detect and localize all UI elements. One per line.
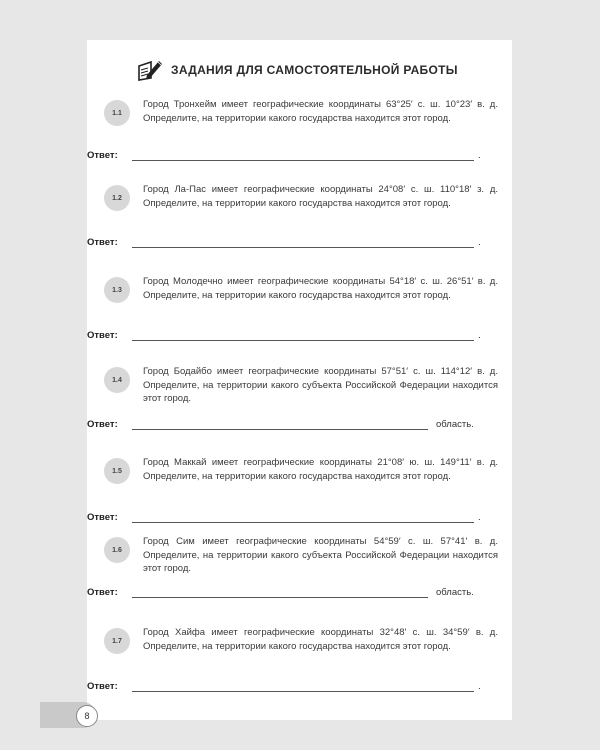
answer-end: .	[478, 330, 481, 341]
answer-row	[87, 512, 483, 526]
task-number-badge: 1.2	[104, 185, 130, 211]
answer-row	[87, 587, 483, 601]
task-question: Город Молодечно имеет географические координаты 54°18′ с. ш. 26°51′ в. д. Определите, на территории какого государства находится этот город.	[143, 276, 498, 301]
task-number-badge: 1.4	[104, 367, 130, 393]
answer-line[interactable]	[132, 522, 474, 523]
answer-line[interactable]	[132, 429, 428, 430]
task-number-badge: 1.7	[104, 628, 130, 654]
answer-suffix: область.	[436, 419, 474, 430]
answer-end: .	[478, 237, 481, 248]
answer-label: Ответ:	[87, 237, 118, 248]
pencil-notebook-icon	[137, 58, 163, 82]
task-number-badge: 1.5	[104, 458, 130, 484]
answer-row	[87, 419, 483, 433]
answer-label: Ответ:	[87, 512, 118, 523]
answer-label: Ответ:	[87, 681, 118, 692]
answer-line[interactable]	[132, 160, 474, 161]
answer-label: Ответ:	[87, 330, 118, 341]
answer-end: .	[478, 150, 481, 161]
answer-row	[87, 150, 483, 164]
task-question: Город Ла-Пас имеет географические координаты 24°08′ с. ш. 110°18′ з. д. Определите, на территории какого государства находится этот город.	[143, 184, 498, 209]
answer-end: .	[478, 681, 481, 692]
task-question: Город Бодайбо имеет географические координаты 57°51′ с. ш. 114°12′ в. д. Определите, на территории какого субъекта Российской Федерации находится этот город.	[143, 366, 498, 404]
answer-suffix: область.	[436, 587, 474, 598]
section-header	[137, 58, 458, 82]
answer-label: Ответ:	[87, 587, 118, 598]
section-title: ЗАДАНИЯ ДЛЯ САМОСТОЯТЕЛЬНОЙ РАБОТЫ	[171, 63, 458, 77]
answer-row	[87, 237, 483, 251]
task-question: Город Хайфа имеет географические координаты 32°48′ с. ш. 34°59′ в. д. Определите, на территории какого государства находится этот город.	[143, 627, 498, 652]
task-question: Город Маккай имеет географические координаты 21°08′ ю. ш. 149°11′ в. д. Определите, на территории какого государства находится этот город.	[143, 457, 498, 482]
task-number-badge: 1.3	[104, 277, 130, 303]
page-number: 8	[76, 705, 98, 727]
answer-line[interactable]	[132, 247, 474, 248]
task-question: Город Тронхейм имеет географические координаты 63°25′ с. ш. 10°23′ в. д. Определите, на территории какого государства находится этот город.	[143, 99, 498, 124]
answer-line[interactable]	[132, 691, 474, 692]
answer-line[interactable]	[132, 340, 474, 341]
answer-label: Ответ:	[87, 419, 118, 430]
answer-row	[87, 681, 483, 695]
workbook-page	[87, 40, 512, 720]
task-number-badge: 1.1	[104, 100, 130, 126]
answer-end: .	[478, 512, 481, 523]
answer-line[interactable]	[132, 597, 428, 598]
task-number-badge: 1.6	[104, 537, 130, 563]
task-question: Город Сим имеет географические координаты 54°59′ с. ш. 57°41′ в. д. Определите, на территории какого субъекта Российской Федерации находится этот город.	[143, 536, 498, 574]
answer-label: Ответ:	[87, 150, 118, 161]
answer-row	[87, 330, 483, 344]
